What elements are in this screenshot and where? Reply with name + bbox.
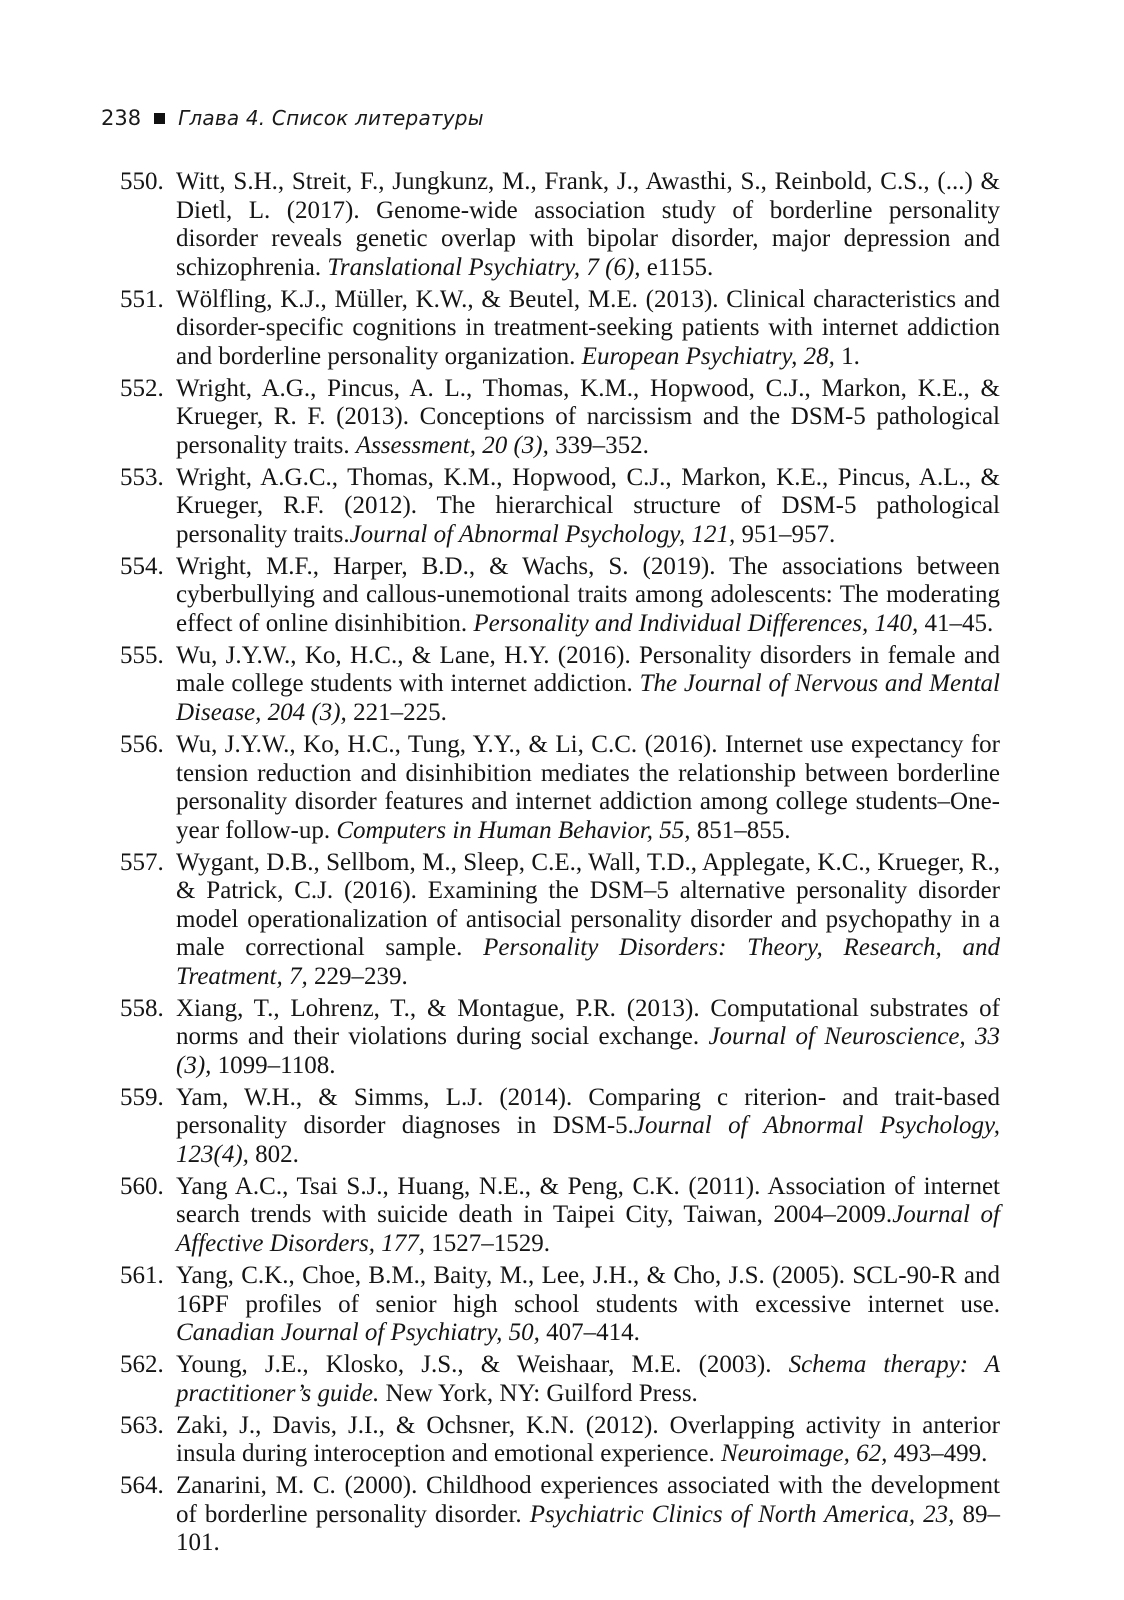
reference-source: Journal of Abnormal Psychology, 123(4), — [176, 1112, 1000, 1168]
reference-source: Personality Disorders: Theory, Research, and Treatment, 7, — [176, 934, 1000, 990]
reference-number: 561. — [120, 1262, 164, 1290]
reference-source: The Journal of Nervous and Mental Disease, 204 (3), — [176, 670, 1000, 726]
reference-item — [120, 995, 1000, 1081]
reference-item — [120, 642, 1000, 728]
reference-source: Translational Psychiatry, 7 (6), — [327, 253, 641, 281]
reference-source: Computers in Human Behavior, 55, — [336, 816, 691, 844]
reference-list — [120, 168, 1000, 1561]
reference-source: Neuroimage, 62, — [720, 1440, 888, 1468]
reference-item — [120, 1084, 1000, 1170]
reference-number: 564. — [120, 1472, 164, 1500]
reference-tail: 89–101. — [176, 1500, 1001, 1557]
reference-text: Yang A.C., Tsai S.J., Huang, N.E., & Peng, C.K. (2011). Association of internet search trends with suicide death in Taipei City, Taiwan, 2004–2009. — [176, 1172, 1000, 1229]
reference-text: Wölfling, K.J., Müller, K.W., & Beutel, M.E. (2013). Clinical characteristics and disorder-specific cognitions in treatment-seeking patients with internet addiction and borderline personality organization. — [176, 285, 1000, 370]
reference-text: Xiang, T., Lohrenz, T., & Montague, P.R. (2013). Computational substrates of norms and their violations during social exchange. — [176, 994, 1000, 1051]
reference-number: 557. — [120, 848, 164, 876]
reference-tail: 1. — [834, 342, 860, 370]
reference-item — [120, 464, 1000, 550]
reference-tail: 802. — [248, 1140, 299, 1168]
reference-text: Wright, M.F., Harper, B.D., & Wachs, S. (2019). The associations between cyberbullying and callous-unemotional traits among adolescents: The moderating effect of online disinhibition. — [176, 552, 1000, 637]
reference-text: Yam, W.H., & Simms, L.J. (2014). Comparing c riterion- and trait-based personality disorder diagnoses in DSM-5. — [176, 1083, 1000, 1140]
reference-item — [120, 1262, 1000, 1348]
reference-number: 554. — [120, 552, 164, 580]
reference-item — [120, 553, 1000, 639]
reference-tail: 407–414. — [539, 1319, 640, 1347]
chapter-title: Глава 4. Список литературы — [178, 106, 484, 130]
reference-source: Psychiatric Clinics of North America, 23, — [529, 1500, 955, 1528]
reference-source: Canadian Journal of Psychiatry, 50, — [176, 1319, 540, 1347]
reference-text: Yang, C.K., Choe, B.M., Baity, M., Lee, J.H., & Cho, J.S. (2005). SCL-90-R and 16PF profiles of senior high school students with excessive internet use. — [176, 1262, 1000, 1318]
reference-text: Young, J.E., Klosko, J.S., & Weishaar, M.E. (2003). — [176, 1351, 789, 1379]
reference-source: Journal of Affective Disorders, 177, — [176, 1201, 1000, 1257]
reference-number: 555. — [120, 641, 164, 669]
reference-number: 560. — [120, 1172, 164, 1200]
reference-tail: 851–855. — [690, 816, 791, 844]
reference-number: 562. — [120, 1351, 164, 1379]
reference-item — [120, 375, 1000, 461]
reference-source: Journal of Neuroscience, 33 (3), — [176, 1023, 1000, 1079]
reference-tail: 493–499. — [887, 1440, 988, 1468]
reference-tail: 1527–1529. — [425, 1229, 551, 1257]
reference-tail: New York, NY: Guilford Press. — [379, 1379, 698, 1407]
reference-item — [120, 849, 1000, 992]
reference-number: 552. — [120, 374, 164, 402]
reference-text: Zanarini, M. C. (2000). Childhood experiences associated with the development of borderline personality disorder. — [176, 1472, 1000, 1528]
reference-source: Schema therapy: A practitioner’s guide. — [176, 1351, 1000, 1407]
reference-text: Wu, J.Y.W., Ko, H.C., Tung, Y.Y., & Li, C.C. (2016). Internet use expectancy for tension reduction and disinhibition mediates the relationship between borderline personality disorder features and internet addiction among college students–One-year follow-up. — [176, 731, 1000, 844]
reference-text: Zaki, J., Davis, J.I., & Ochsner, K.N. (2012). Overlapping activity in anterior insula during interoception and emotional experience. — [176, 1411, 1000, 1468]
reference-text: Wygant, D.B., Sellbom, M., Sleep, C.E., Wall, T.D., Applegate, K.C., Krueger, R., & Patrick, C.J. (2016). Examining the DSM–5 alternative personality disorder model operationalization of antisocial personality disorder and psychopathy in a male correctional sample. — [176, 848, 1000, 962]
reference-source: Assessment, 20 (3), — [355, 431, 549, 459]
reference-item — [120, 168, 1000, 282]
reference-tail: e1155. — [640, 253, 714, 281]
reference-item — [120, 1412, 1000, 1469]
reference-text: Wright, A.G.C., Thomas, K.M., Hopwood, C.J., Markon, K.E., Pincus, A.L., & Krueger, R.F. (2012). The hierarchical structure of DSM-5 pathological personality traits. — [176, 463, 1000, 548]
reference-number: 553. — [120, 463, 164, 491]
reference-source: Personality and Individual Differences, 140, — [473, 609, 919, 637]
reference-number: 563. — [120, 1411, 164, 1439]
reference-number: 550. — [120, 168, 164, 195]
reference-tail: 229–239. — [307, 962, 408, 990]
reference-source: Journal of Abnormal Psychology, 121, — [349, 520, 736, 548]
reference-text: Wright, A.G., Pincus, A. L., Thomas, K.M., Hopwood, C.J., Markon, K.E., & Krueger, R. F. (2013). Conceptions of narcissism and the DSM-5 pathological personality traits. — [176, 374, 1000, 459]
reference-number: 558. — [120, 994, 164, 1022]
reference-item — [120, 1472, 1000, 1558]
reference-text: Witt, S.H., Streit, F., Jungkunz, M., Frank, J., Awasthi, S., Reinbold, C.S., (...) & Dietl, L. (2017). Genome-wide association study of borderline personality disorder reveals genetic overlap with bipolar disorder, major depression and schizophrenia. — [176, 168, 1000, 281]
running-header — [101, 103, 484, 133]
reference-text: Wu, J.Y.W., Ko, H.C., & Lane, H.Y. (2016). Personality disorders in female and male college students with internet addiction. — [176, 641, 1000, 698]
reference-item — [120, 1351, 1000, 1408]
page-number: 238 — [101, 106, 142, 130]
square-bullet-icon — [154, 113, 165, 124]
reference-tail: 41–45. — [918, 609, 994, 637]
reference-tail: 1099–1108. — [211, 1051, 336, 1079]
reference-number: 556. — [120, 731, 164, 759]
reference-tail: 951–957. — [735, 520, 836, 548]
reference-item — [120, 731, 1000, 845]
reference-tail: 221–225. — [346, 698, 447, 726]
reference-item — [120, 286, 1000, 372]
reference-item — [120, 1173, 1000, 1259]
reference-number: 551. — [120, 285, 164, 313]
reference-number: 559. — [120, 1083, 164, 1111]
reference-tail: 339–352. — [548, 431, 649, 459]
reference-source: European Psychiatry, 28, — [581, 342, 835, 370]
